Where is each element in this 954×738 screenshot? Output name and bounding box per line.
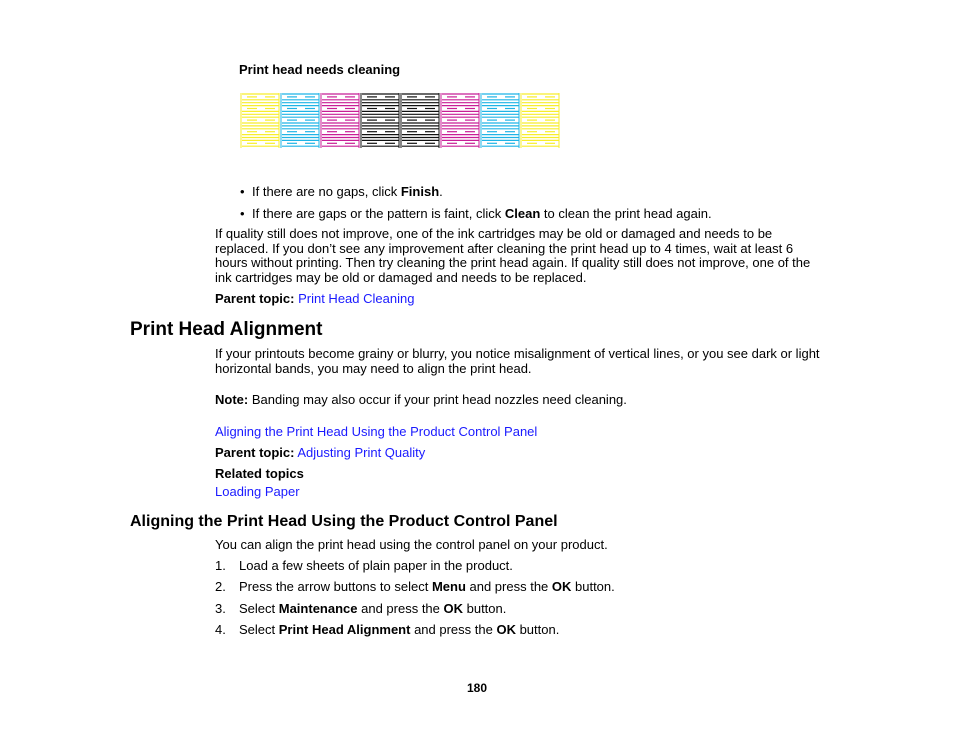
- pattern-block: [241, 93, 279, 148]
- note-text: Banding may also occur if your print head nozzles need cleaning.: [248, 392, 627, 407]
- bullet-no-gaps: If there are no gaps, click Finish.: [252, 184, 443, 199]
- step-number: 3.: [215, 601, 226, 616]
- bullet-marker: •: [240, 206, 245, 221]
- step-number: 1.: [215, 558, 226, 573]
- link-print-head-cleaning[interactable]: Print Head Cleaning: [298, 291, 415, 306]
- pattern-block: [441, 93, 479, 148]
- step-3-text: Select Maintenance and press the OK button.: [239, 601, 507, 616]
- nozzle-check-pattern-image: [240, 92, 564, 150]
- section-title-alignment: Print Head Alignment: [130, 319, 323, 340]
- link-loading-paper[interactable]: Loading Paper: [215, 484, 300, 499]
- step-number: 2.: [215, 579, 226, 594]
- pattern-heading: Print head needs cleaning: [239, 62, 401, 77]
- quality-paragraph: If quality still does not improve, one of the ink cartridges may be old or damaged and needs to be replaced. If you don’t see any improvement after cleaning the print head up to 4 times, wait at least 6 hours without printing. Then try cleaning the print head again. If quality still does not improve, one of the ink cartridges may be old or damaged and needs to be replaced.: [215, 226, 811, 285]
- page-number: 180: [466, 681, 488, 695]
- link-adjusting-print-quality[interactable]: Adjusting Print Quality: [297, 445, 426, 460]
- parent-topic-quality: [215, 445, 425, 460]
- note-label: Note:: [215, 392, 249, 407]
- related-topics-label: Related topics: [215, 466, 304, 481]
- bullet-marker: •: [240, 184, 245, 199]
- control-panel-intro: You can align the print head using the control panel on your product.: [215, 537, 608, 552]
- parent-topic-cleaning: [215, 291, 414, 306]
- bullet-gaps: If there are gaps or the pattern is faint, click Clean to clean the print head again.: [252, 206, 712, 221]
- pattern-block: [401, 93, 439, 148]
- step-2-text: Press the arrow buttons to select Menu and press the OK button.: [239, 579, 615, 594]
- step-4-text: Select Print Head Alignment and press the OK button.: [239, 622, 560, 637]
- parent-topic-label: Parent topic:: [215, 445, 295, 460]
- parent-topic-label: Parent topic:: [215, 291, 295, 306]
- pattern-block: [321, 93, 359, 148]
- alignment-intro: If your printouts become grainy or blurry, you notice misalignment of vertical lines, or you see dark or light horizontal bands, you may need to align the print head.: [215, 346, 820, 376]
- section-title-control-panel: Aligning the Print Head Using the Product Control Panel: [130, 513, 558, 530]
- pattern-block: [521, 93, 559, 148]
- link-aligning-control-panel[interactable]: Aligning the Print Head Using the Product Control Panel: [215, 424, 538, 439]
- pattern-block: [281, 93, 319, 148]
- note: [215, 392, 627, 407]
- pattern-block: [481, 93, 519, 148]
- step-number: 4.: [215, 622, 226, 637]
- step-1-text: Load a few sheets of plain paper in the product.: [239, 558, 513, 573]
- pattern-block: [361, 93, 399, 148]
